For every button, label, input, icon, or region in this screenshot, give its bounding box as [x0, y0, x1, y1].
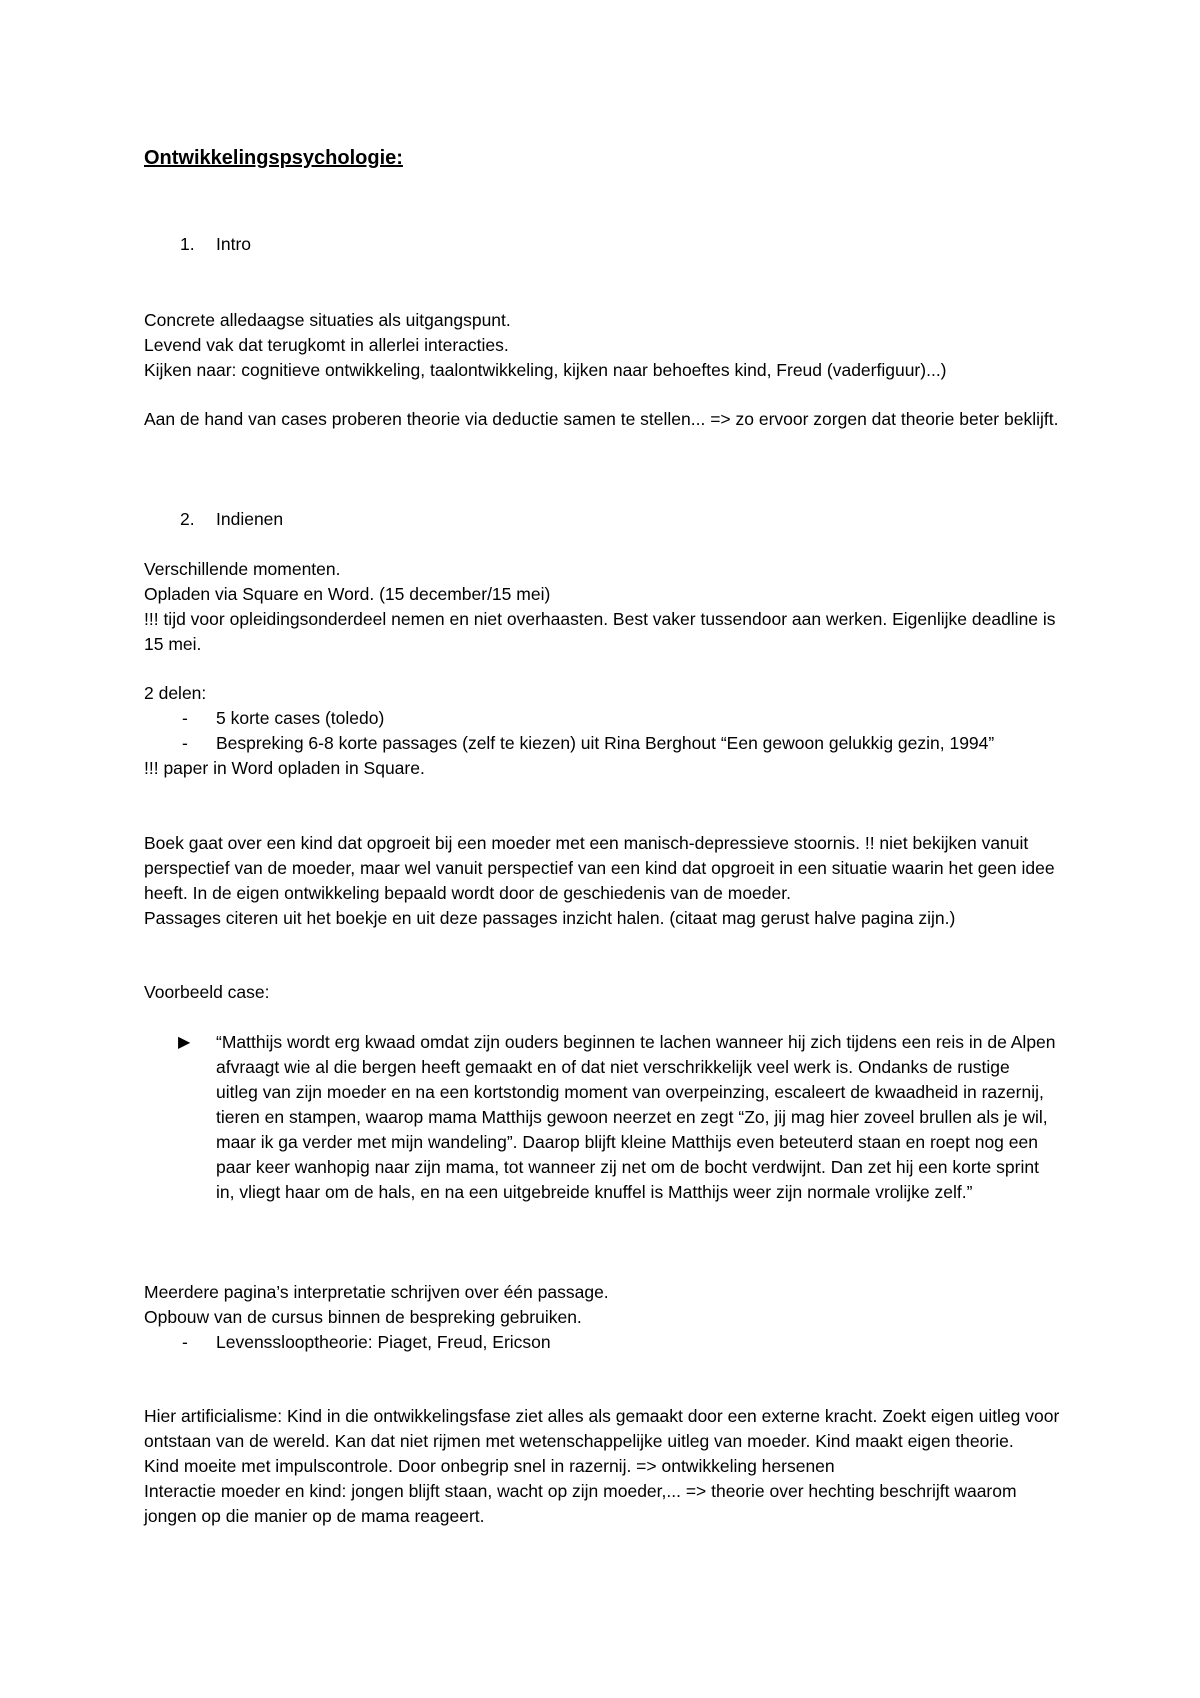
book-paragraph: Boek gaat over een kind dat opgroeit bij een moeder met een manisch-depressieve stoornis. !! niet bekijken vanuit perspectief van de moeder, maar wel vanuit perspectief van een kind dat opgroeit in een situatie waarin het geen idee heeft. In de eigen ontwikkeling bepaald wordt door de geschiedenis van de moeder. [144, 833, 1055, 903]
case-quote [178, 1030, 1056, 1205]
analysis-line: Kind moeite met impulscontrole. Door onbegrip snel in razernij. => ontwikkeling hersenen [144, 1456, 835, 1476]
list-item-text: Levensslooptheorie: Piaget, Freud, Ericson [216, 1332, 551, 1352]
analysis-block [144, 1404, 1064, 1529]
parts-note: !!! paper in Word opladen in Square. [144, 758, 425, 778]
intro-paragraph: Aan de hand van cases proberen theorie via deductie samen te stellen... => zo ervoor zorgen dat theorie beter beklijft. [144, 409, 1059, 429]
after-quote-line: Meerdere pagina’s interpretatie schrijven over één passage. [144, 1282, 609, 1302]
section-title: Indienen [216, 509, 284, 529]
arrow-bullet-icon: ▶ [178, 1034, 191, 1051]
submission-warning: !!! tijd voor opleidingsonderdeel nemen en niet overhaasten. Best vaker tussendoor aan werken. Eigenlijke deadline is 15 mei. [144, 609, 1056, 654]
intro-line: Concrete alledaagse situaties als uitgangspunt. [144, 310, 511, 330]
submission-lines [144, 557, 1064, 657]
submission-line: Opladen via Square en Word. (15 december/15 mei) [144, 584, 551, 604]
dash-bullet: - [182, 733, 188, 753]
submission-line: Verschillende momenten. [144, 559, 341, 579]
list-item-text: Bespreking 6-8 korte passages (zelf te kiezen) uit Rina Berghout “Een gewoon gelukkig gezin, 1994” [216, 733, 995, 753]
list-item [144, 1330, 1064, 1355]
book-line: Passages citeren uit het boekje en uit deze passages inzicht halen. (citaat mag gerust halve pagina zijn.) [144, 908, 956, 928]
after-quote-block [144, 1280, 1064, 1355]
document-title: Ontwikkelingspsychologie: [144, 147, 403, 169]
parts-block [144, 681, 1064, 781]
intro-line: Kijken naar: cognitieve ontwikkeling, taalontwikkeling, kijken naar behoeftes kind, Freud (vaderfiguur)...) [144, 360, 947, 380]
list-item-text: 5 korte cases (toledo) [216, 708, 385, 728]
section-heading-indienen [180, 507, 283, 532]
section-number: 1. [180, 234, 195, 254]
section-heading-intro [180, 232, 251, 257]
section-number: 2. [180, 509, 195, 529]
section-title: Intro [216, 234, 252, 254]
book-block [144, 831, 1064, 931]
dash-bullet: - [182, 708, 188, 728]
list-item [144, 731, 1064, 756]
dash-bullet: - [182, 1332, 188, 1352]
parts-label: 2 delen: [144, 683, 207, 703]
list-item [144, 706, 1064, 731]
intro-lines [144, 308, 1064, 383]
attachment-paragraph: Interactie moeder en kind: jongen blijft staan, wacht op zijn moeder,... => theorie over hechting beschrijft waarom jongen op die manier op de mama reageert. [144, 1481, 1017, 1526]
analysis-paragraph: Hier artificialisme: Kind in die ontwikkelingsfase ziet alles als gemaakt door een externe kracht. Zoekt eigen uitleg voor ontstaan van de wereld. Kan dat niet rijmen met wetenschappelijke uitleg van moeder. Kind maakt eigen theorie. [144, 1406, 1060, 1451]
after-quote-line: Opbouw van de cursus binnen de bespreking gebruiken. [144, 1307, 582, 1327]
case-quote-text: “Matthijs wordt erg kwaad omdat zijn ouders beginnen te lachen wanneer hij zich tijdens een reis in de Alpen afvraagt wie al die bergen heeft gemaakt en of dat niet verschrikkelijk veel werk is. Ondanks de rustige uitleg van zijn moeder en na een kortstondig moment van overpeinzing, escaleert de kwaadheid in razernij, tieren en stampen, waarop mama Matthijs gewoon neerzet en zegt “Zo, jij mag hier zoveel brullen als je wil, maar ik ga verder met mijn wandeling”. Daarop blijft kleine Matthijs even beteuterd staan en roept nog een paar keer wanhopig naar zijn mama, tot wanneer zij net om de bocht verdwijnt. Dan zet hij een korte sprint in, vliegt haar om de hals, en na een uitgebreide knuffel is Matthijs weer zijn normale vrolijke zelf.” [216, 1032, 1056, 1202]
intro-line: Levend vak dat terugkomt in allerlei interacties. [144, 335, 509, 355]
example-label: Voorbeeld case: [144, 982, 270, 1002]
